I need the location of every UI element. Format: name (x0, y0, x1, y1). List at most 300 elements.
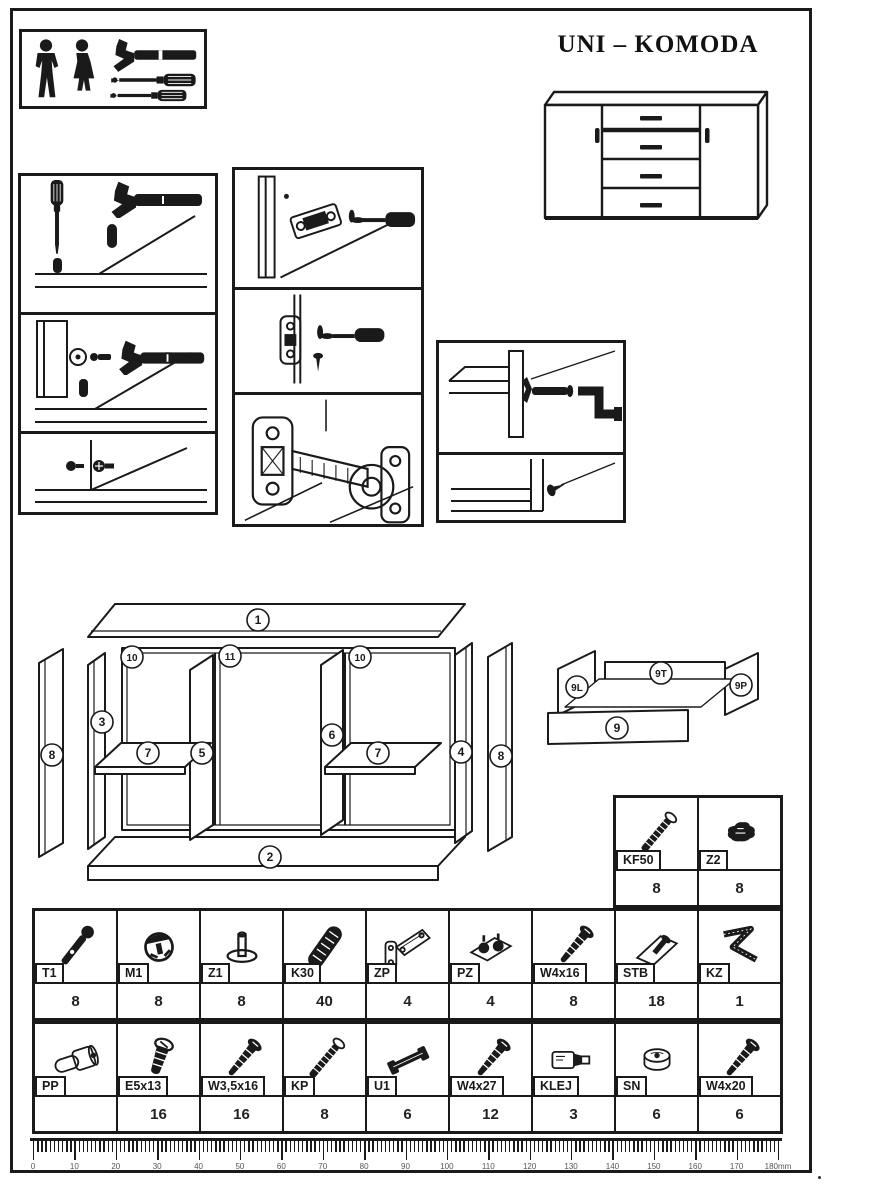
ruler-tick (360, 1141, 361, 1152)
ruler-tick (658, 1141, 659, 1152)
ruler-tick (99, 1141, 100, 1152)
screw-icon (93, 460, 114, 472)
ruler-tick (335, 1141, 336, 1152)
ruler-tick (447, 1141, 448, 1160)
hardware-code: E5x13 (118, 1076, 168, 1097)
ruler-tick (778, 1141, 779, 1160)
ruler-tick (501, 1141, 502, 1152)
ruler-tick (459, 1141, 460, 1152)
part-number: 6 (328, 728, 336, 742)
ruler-tick (530, 1141, 531, 1160)
ruler-tick (310, 1141, 311, 1152)
ruler-tick (492, 1141, 493, 1152)
ruler-tick (410, 1141, 411, 1152)
ruler-tick (136, 1141, 137, 1152)
ruler-tick (343, 1141, 344, 1152)
hardware-cell-U1 (367, 1024, 450, 1131)
ruler-tick (550, 1141, 551, 1152)
ruler-tick (149, 1141, 150, 1152)
ruler-label: 0 (30, 1162, 36, 1171)
hardware-cell-T1 (35, 911, 118, 1018)
man-silhouette (36, 39, 59, 97)
ruler-tick (211, 1141, 212, 1152)
ruler-tick (381, 1141, 382, 1152)
ruler-tick (770, 1141, 771, 1152)
ruler-tick (741, 1141, 742, 1152)
ruler-tick (215, 1141, 216, 1152)
hardware-code: W4x27 (450, 1076, 504, 1097)
ruler-tick (670, 1141, 671, 1152)
ruler-tick (546, 1141, 547, 1152)
ruler-tick (145, 1141, 146, 1152)
hardware-cell-PZ (450, 911, 533, 1018)
hardware-qty: 3 (533, 1095, 614, 1131)
ruler-tick (70, 1141, 71, 1152)
ruler-tick (194, 1141, 195, 1152)
part-callout-8 (41, 744, 63, 766)
ruler-tick (426, 1141, 427, 1152)
ruler-tick (625, 1141, 626, 1152)
screwdriver-icon (110, 90, 186, 101)
ruler-label: 50 (235, 1162, 245, 1171)
ruler-tick (534, 1141, 535, 1152)
ruler-tick (281, 1141, 282, 1160)
part-side-left (88, 653, 105, 849)
part-number: 8 (497, 749, 505, 763)
ruler-label: 150 (647, 1162, 661, 1171)
hardware-qty: 6 (367, 1095, 448, 1131)
hardware-qty: 4 (367, 982, 448, 1018)
ruler-tick (695, 1141, 696, 1160)
hardware-code: ZP (367, 963, 397, 984)
hardware-cell-Z2 (699, 798, 780, 905)
part-number: 9T (655, 669, 667, 680)
dowel-icon (107, 224, 117, 248)
ruler-tick (186, 1141, 187, 1152)
ruler-label: 110 (481, 1162, 495, 1171)
ruler-tick (368, 1141, 369, 1152)
ruler-tick (79, 1141, 80, 1152)
ruler-label: 180mm (764, 1162, 792, 1171)
ruler-tick (732, 1141, 733, 1152)
hardware-code: K30 (284, 963, 321, 984)
assembly-steps-middle (232, 167, 424, 527)
ruler-tick (600, 1141, 601, 1152)
step-cam-lock-joint (18, 312, 218, 434)
part-number: 7 (374, 746, 382, 760)
ruler-label: 170 (729, 1162, 744, 1171)
ruler-label: 90 (401, 1162, 410, 1171)
hardware-qty: 1 (699, 982, 780, 1018)
hardware-code: KF50 (616, 850, 661, 871)
hardware-code: W4x20 (699, 1076, 753, 1097)
hardware-box-table (613, 795, 783, 908)
ruler-tick (621, 1141, 622, 1152)
step-insert-dowels (18, 173, 218, 315)
ruler-tick (629, 1141, 630, 1152)
ruler-tick (463, 1141, 464, 1152)
hardware-code: STB (616, 963, 655, 984)
ruler-tick (513, 1141, 514, 1152)
ruler-tick (617, 1141, 618, 1152)
ruler-tick (592, 1141, 593, 1152)
part-number: 4 (457, 745, 465, 759)
ruler-tick (290, 1141, 291, 1152)
ruler-tick (141, 1141, 142, 1152)
ruler-tick (497, 1141, 498, 1152)
drawer-handle (640, 145, 662, 150)
ruler-tick (54, 1141, 55, 1152)
step-hinge-on-side (232, 287, 424, 395)
ruler-tick (91, 1141, 92, 1152)
ruler-tick (83, 1141, 84, 1152)
ruler-tick (476, 1141, 477, 1152)
ruler-tick (509, 1141, 510, 1152)
ruler-tick (737, 1141, 738, 1160)
part-number: 3 (98, 715, 106, 729)
ruler-tick (468, 1141, 469, 1152)
ruler-tick (306, 1141, 307, 1152)
ruler-tick (687, 1141, 688, 1152)
ruler-tick (364, 1141, 365, 1160)
step-hinge-on-door (232, 167, 424, 290)
hardware-qty: 18 (616, 982, 697, 1018)
ruler-tick (273, 1141, 274, 1152)
hardware-cell-STB (616, 911, 699, 1018)
hardware-cell-KP (284, 1024, 367, 1131)
ruler-tick (646, 1141, 647, 1152)
ruler-tick (223, 1141, 224, 1152)
ruler-tick (650, 1141, 651, 1152)
hardware-cell-KF50 (616, 798, 699, 905)
ruler-tick (228, 1141, 229, 1152)
hardware-qty: 8 (201, 982, 282, 1018)
ruler-tick (488, 1141, 489, 1160)
hardware-cell-KLEJ (533, 1024, 616, 1131)
ruler-tick (728, 1141, 729, 1152)
ruler-label: 140 (605, 1162, 620, 1171)
hardware-code: PZ (450, 963, 480, 984)
part-callout-9P (730, 674, 752, 696)
hardware-cell-E5x13 (118, 1024, 201, 1131)
woman-silhouette (74, 39, 95, 90)
ruler-tick (352, 1141, 353, 1152)
hardware-cell-SN (616, 1024, 699, 1131)
ruler-tick (203, 1141, 204, 1152)
door-handle (705, 128, 710, 143)
ruler-tick (62, 1141, 63, 1152)
hardware-cell-M1 (118, 911, 201, 1018)
screw-icon (545, 480, 567, 498)
ruler-tick (505, 1141, 506, 1152)
screwdriver-icon (51, 181, 62, 254)
ruler-tick (178, 1141, 179, 1152)
ruler-label: 10 (69, 1162, 79, 1171)
screwdriver-icon (111, 74, 195, 86)
tools-illustration (22, 32, 204, 106)
ruler-tick (219, 1141, 220, 1152)
assembly-steps-left (18, 173, 218, 515)
hardware-qty: 40 (284, 982, 365, 1018)
part-callout-9 (606, 717, 628, 739)
hardware-code: U1 (367, 1076, 397, 1097)
ruler-tick (683, 1141, 684, 1152)
ruler-tick (356, 1141, 357, 1152)
hardware-table-row1 (32, 908, 783, 1021)
ruler-tick (633, 1141, 634, 1152)
hardware-code: Z2 (699, 850, 728, 871)
ruler-tick (641, 1141, 642, 1152)
ruler-tick (455, 1141, 456, 1152)
ruler-label: 120 (522, 1162, 537, 1171)
ruler-tick (401, 1141, 402, 1152)
hardware-cell-K30 (284, 911, 367, 1018)
ruler-label: 100 (440, 1162, 454, 1171)
ruler-tick (766, 1141, 767, 1152)
ruler-tick (654, 1141, 655, 1160)
ruler-tick (37, 1141, 38, 1152)
hardware-cell-W3,5x16 (201, 1024, 284, 1131)
ruler-tick (199, 1141, 200, 1160)
millimeter-ruler (30, 1138, 792, 1181)
part-callout-7 (367, 742, 389, 764)
screwdriver-icon (349, 210, 415, 227)
part-number: 9P (734, 681, 748, 692)
ruler-tick (389, 1141, 390, 1152)
ruler-tick (418, 1141, 419, 1152)
ruler-label: 70 (318, 1162, 328, 1171)
ruler-tick (583, 1141, 584, 1152)
ruler-tick (50, 1141, 51, 1152)
part-callout-11 (219, 645, 241, 667)
ruler-tick (567, 1141, 568, 1152)
hardware-cell-W4x27 (450, 1024, 533, 1131)
ruler-tick (745, 1141, 746, 1152)
hardware-qty (35, 1095, 116, 1131)
ruler-tick (393, 1141, 394, 1152)
ruler-tick (348, 1141, 349, 1152)
hardware-code: W4x16 (533, 963, 587, 984)
ruler-tick (414, 1141, 415, 1152)
hardware-code: M1 (118, 963, 149, 984)
ruler-label: 20 (111, 1162, 121, 1171)
ruler-tick (385, 1141, 386, 1152)
crank-key-icon (578, 391, 622, 421)
ruler-tick (269, 1141, 270, 1152)
hardware-qty: 6 (616, 1095, 697, 1131)
step-corner-screw (436, 452, 626, 523)
ruler-tick (480, 1141, 481, 1152)
ruler-tick (170, 1141, 171, 1152)
hinge-icon (253, 417, 409, 522)
ruler-tick (724, 1141, 725, 1152)
ruler-tick (720, 1141, 721, 1152)
part-callout-1 (247, 609, 269, 631)
ruler-tick (517, 1141, 518, 1152)
ruler-tick (555, 1141, 556, 1152)
page-title: UNI – KOMODA (557, 31, 759, 58)
ruler-tick (575, 1141, 576, 1152)
ruler-tick (708, 1141, 709, 1152)
ruler-tick (331, 1141, 332, 1152)
ruler-tick (257, 1141, 258, 1152)
part-callout-10 (121, 646, 143, 668)
ruler-tick (314, 1141, 315, 1152)
ruler-tick (542, 1141, 543, 1152)
part-number: 1 (254, 613, 262, 627)
hardware-qty: 4 (450, 982, 531, 1018)
ruler-tick (277, 1141, 278, 1152)
hammer-icon (114, 39, 197, 72)
cam-lock-icon (66, 461, 84, 471)
ruler-label: 30 (152, 1162, 162, 1171)
step-cam-lock-detail (18, 431, 218, 515)
hardware-qty: 16 (118, 1095, 199, 1131)
ruler-tick (58, 1141, 59, 1152)
part-number: 8 (48, 748, 56, 762)
ruler-tick (397, 1141, 398, 1152)
drawer-handle (640, 116, 662, 121)
step-hinge-closeup (232, 392, 424, 527)
ruler-tick (339, 1141, 340, 1152)
ruler-tick (161, 1141, 162, 1152)
ruler-tick (579, 1141, 580, 1152)
hardware-cell-KZ (699, 911, 780, 1018)
hardware-code: KP (284, 1076, 315, 1097)
ruler-tick (41, 1141, 42, 1152)
ruler-tick (248, 1141, 249, 1152)
ruler-tick (66, 1141, 67, 1152)
ruler-label: 80 (359, 1162, 369, 1171)
ruler-tick (716, 1141, 717, 1152)
screwdriver-icon (317, 325, 384, 342)
bolt-icon (522, 377, 573, 403)
screw-icon (313, 353, 323, 372)
ruler-tick (182, 1141, 183, 1152)
part-callout-10 (349, 646, 371, 668)
part-number: 9 (613, 721, 621, 735)
part-callout-2 (259, 846, 281, 868)
hardware-qty: 8 (35, 982, 116, 1018)
part-callout-7 (137, 742, 159, 764)
hardware-qty: 6 (699, 1095, 780, 1131)
hardware-qty: 8 (118, 982, 199, 1018)
step-handle-bolt-crank (436, 340, 626, 455)
part-top-board (88, 604, 465, 637)
hardware-qty: 8 (699, 869, 780, 905)
drawer-handle (640, 174, 662, 179)
hinge-plate-icon (281, 316, 301, 363)
ruler-tick (108, 1141, 109, 1152)
ruler-tick (157, 1141, 158, 1160)
product-drawing (533, 82, 785, 230)
drawer-handle (640, 203, 662, 208)
ruler-tick (675, 1141, 676, 1152)
hardware-code: KLEJ (533, 1076, 579, 1097)
part-number: 7 (144, 746, 152, 760)
ruler-tick (472, 1141, 473, 1152)
cam-bolt-icon (90, 353, 111, 361)
ruler-tick (538, 1141, 539, 1152)
ruler-tick (704, 1141, 705, 1152)
ruler-tick (240, 1141, 241, 1160)
part-number: 10 (354, 653, 366, 664)
part-number: 11 (224, 652, 236, 663)
assembly-steps-right (436, 340, 626, 523)
ruler-label: 160 (688, 1162, 702, 1171)
hinge-icon (290, 203, 342, 238)
ruler-tick (761, 1141, 762, 1152)
hardware-code: SN (616, 1076, 647, 1097)
part-callout-4 (450, 741, 472, 763)
ruler-tick (563, 1141, 564, 1152)
ruler-tick (165, 1141, 166, 1152)
ruler-tick (612, 1141, 613, 1160)
part-number: 5 (198, 746, 206, 760)
part-callout-9L (566, 676, 588, 698)
ruler-tick (757, 1141, 758, 1152)
ruler-tick (124, 1141, 125, 1152)
ruler-tick (753, 1141, 754, 1152)
ruler-tick (174, 1141, 175, 1152)
tools-panel (19, 29, 207, 109)
part-callout-6 (321, 724, 343, 746)
ruler-tick (443, 1141, 444, 1152)
ruler-tick (327, 1141, 328, 1152)
hardware-qty: 16 (201, 1095, 282, 1131)
ruler-tick (526, 1141, 527, 1152)
hardware-cell-W4x20 (699, 1024, 780, 1131)
hardware-qty: 8 (284, 1095, 365, 1131)
ruler-tick (439, 1141, 440, 1152)
ruler-label: 40 (194, 1162, 203, 1171)
ruler-tick (377, 1141, 378, 1152)
ruler-tick (236, 1141, 237, 1152)
ruler-tick (323, 1141, 324, 1160)
ruler-tick (153, 1141, 154, 1152)
ruler-tick (691, 1141, 692, 1152)
ruler-label: 130 (564, 1162, 578, 1171)
ruler-tick (662, 1141, 663, 1152)
ruler-tick (521, 1141, 522, 1152)
part-callout-5 (191, 742, 213, 764)
ruler-tick (252, 1141, 253, 1152)
ruler-tick (128, 1141, 129, 1152)
ruler-tick (261, 1141, 262, 1152)
ruler-tick (87, 1141, 88, 1152)
hardware-qty: 8 (533, 982, 614, 1018)
part-callout-8 (490, 745, 512, 767)
ruler-tick (608, 1141, 609, 1152)
ruler-tick (120, 1141, 121, 1152)
hardware-cell-W4x16 (533, 911, 616, 1018)
ruler-tick (434, 1141, 435, 1152)
hammer-icon (113, 183, 201, 218)
part-number: 9L (571, 683, 583, 694)
ruler-tick (232, 1141, 233, 1152)
ruler-tick (95, 1141, 96, 1152)
ruler-tick (712, 1141, 713, 1152)
hardware-qty: 12 (450, 1095, 531, 1131)
dowel-icon (79, 379, 88, 397)
page-border (10, 8, 812, 1173)
print-artifact-dot (818, 1176, 821, 1179)
ruler-tick (422, 1141, 423, 1152)
ruler-tick (451, 1141, 452, 1152)
dowel-icon (53, 258, 62, 273)
ruler-tick (112, 1141, 113, 1152)
hardware-qty: 8 (616, 869, 697, 905)
